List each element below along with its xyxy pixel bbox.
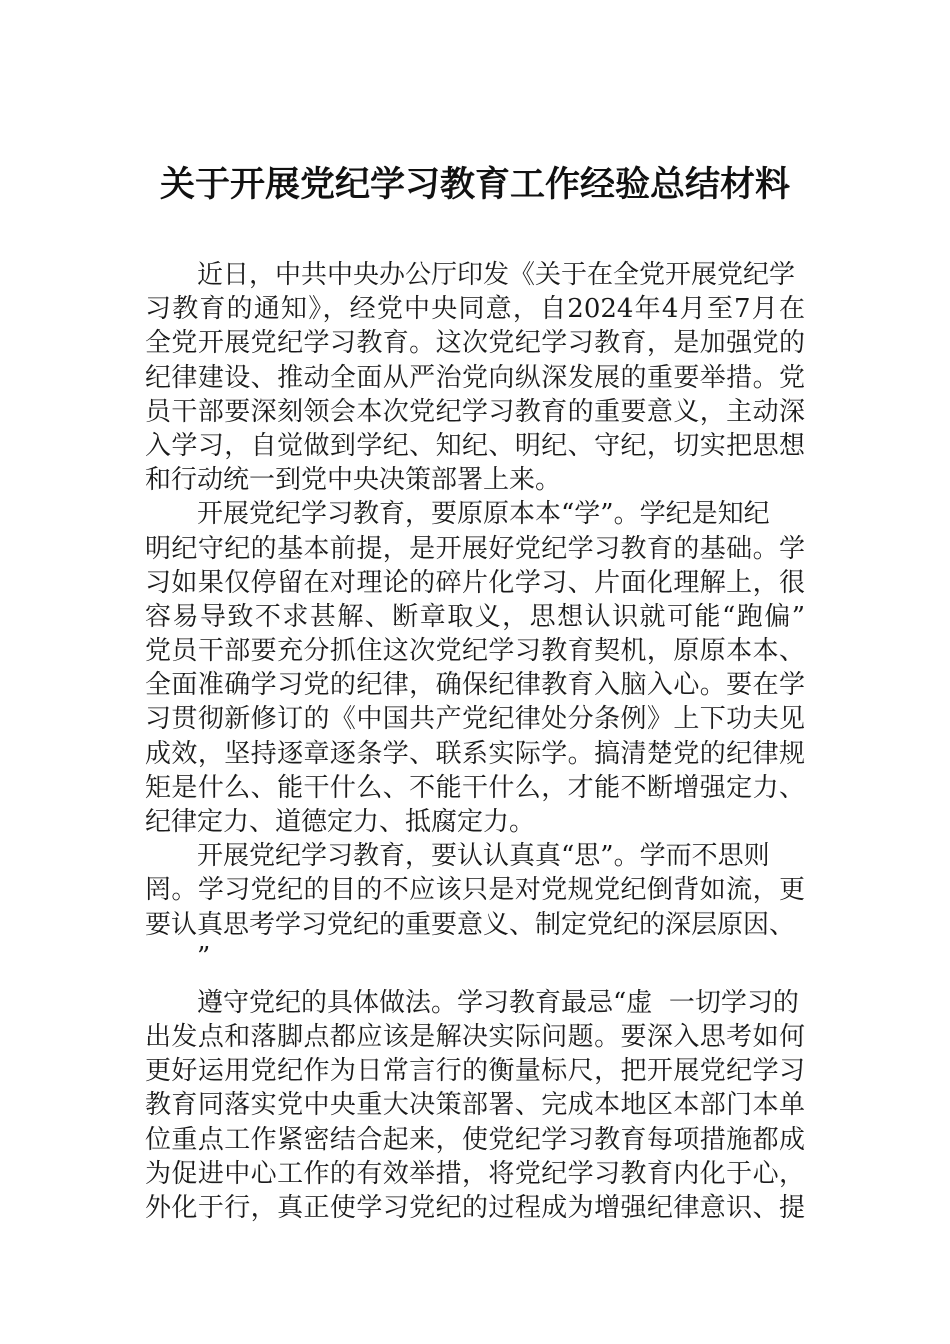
text-line: 开展党纪学习教育，要原原本本“学”。学纪是知纪	[197, 499, 770, 530]
text-line: 出发点和落脚点都应该是解决实际问题。要深入思考如何	[145, 1021, 805, 1052]
text-line: 位重点工作紧密结合起来，使党纪学习教育每项措施都成	[145, 1124, 805, 1155]
text-line: 党员干部要充分抓住这次党纪学习教育契机，原原本本、	[145, 636, 805, 667]
text-line: 纪律建设、推动全面从严治党向纵深发展的重要举措。党	[145, 362, 805, 393]
text-line: 习贯彻新修订的《中国共产党纪律处分条例》上下功夫见	[145, 704, 805, 735]
text-line: 近日，中共中央办公厅印发《关于在全党开展党纪学	[197, 260, 796, 290]
text-line: 矩是什么、能干什么、不能干什么，才能不断增强定力、	[145, 772, 805, 803]
text-line: 全面准确学习党的纪律，确保纪律教育入脑入心。要在学	[145, 670, 805, 701]
text-line: 更好运用党纪作为日常言行的衡量标尺，把开展党纪学习	[145, 1056, 805, 1087]
text-line: 和行动统一到党中央决策部署上来。	[145, 465, 562, 496]
text-line: 全党开展党纪学习教育。这次党纪学习教育，是加强党的	[145, 328, 805, 359]
text-line: 习教育的通知》，经党中央同意，自2024年4月至7月在	[145, 294, 805, 325]
text-line: 入学习，自觉做到学纪、知纪、明纪、守纪，切实把思想	[145, 430, 805, 461]
text-line: 纪律定力、道德定力、抵腐定力。	[145, 807, 536, 837]
text-line: 明纪守纪的基本前提，是开展好党纪学习教育的基础。学	[145, 533, 805, 564]
text-line: 成效，坚持逐章逐条学、联系实际学。搞清楚党的纪律规	[145, 738, 805, 769]
text-line: 为促进中心工作的有效举措，将党纪学习教育内化于心，	[145, 1158, 805, 1189]
document-body	[145, 258, 805, 1225]
text-line: 开展党纪学习教育，要认认真真“思”。学而不思则	[197, 841, 770, 872]
text-line: 教育同落实党中央重大决策部署、完成本地区本部门本单	[145, 1090, 805, 1121]
text-line: ”	[197, 941, 211, 972]
text-line: 习如果仅停留在对理论的碎片化学习、片面化理解上，很	[145, 567, 805, 598]
text-line: 外化于行，真正使学习党纪的过程成为增强纪律意识、提	[145, 1192, 805, 1223]
text-line: 遵守党纪的具体做法。学习教育最忌“虚 一切学习的	[197, 987, 799, 1018]
document-title: 关于开展党纪学习教育工作经验总结材料	[159, 164, 790, 205]
paragraph-gap	[145, 972, 805, 986]
text-line: 员干部要深刻领会本次党纪学习教育的重要意义，主动深	[145, 396, 805, 427]
text-line: 罔。学习党纪的目的不应该只是对党规党纪倒背如流，更	[145, 875, 805, 906]
text-line: 要认真思考学习党纪的重要意义、制定党纪的深层原因、	[145, 909, 796, 940]
text-line: 容易导致不求甚解、断章取义，思想认识就可能“跑偏”	[145, 601, 805, 632]
